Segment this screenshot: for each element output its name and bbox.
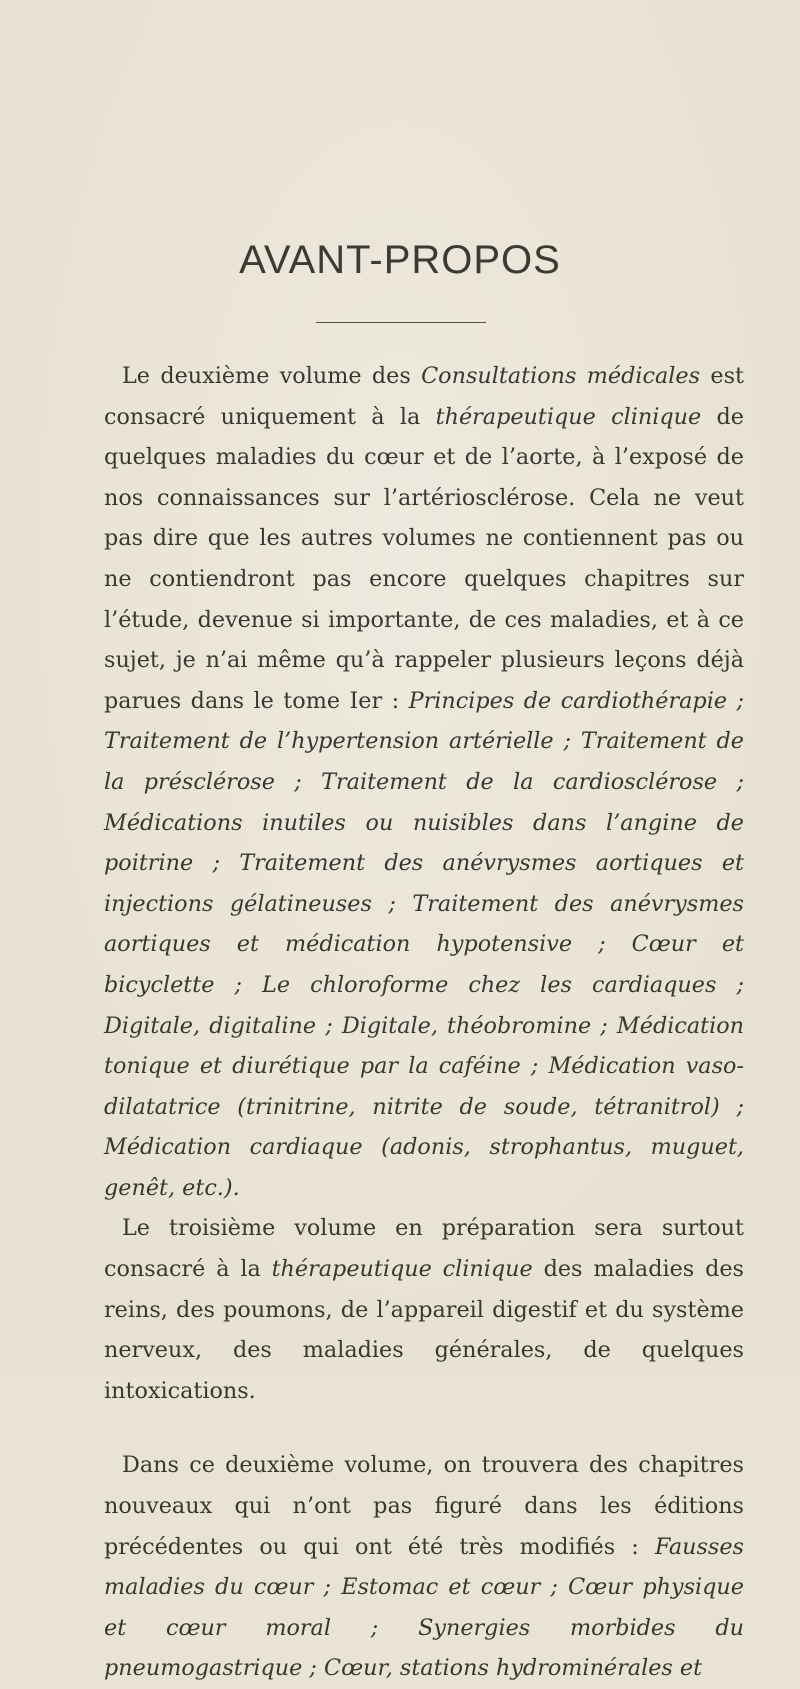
text-segment-italic: thérapeutique clinique xyxy=(271,1256,533,1283)
page-title: AVANT-PROPOS xyxy=(239,238,561,282)
paragraph-3 xyxy=(104,1445,744,1689)
title-divider xyxy=(316,322,486,323)
text-segment: Le troisième volume en préparation sera surtout consacré à la xyxy=(104,1215,744,1283)
text-segment: des maladies des reins, des poumons, de l’appareil digestif et du système nerveux, des maladies générales, de quelques intoxications. xyxy=(104,1256,744,1404)
text-segment-italic: thérapeutique clinique xyxy=(435,403,702,430)
text-segment-italic: Fausses maladies du cœur ; Estomac et cœur ; Cœur physique et cœur moral ; Synergies morbides du pneumogastrique ; Cœur, stations hydrominérales et xyxy=(104,1533,744,1682)
body-text xyxy=(104,356,744,1689)
text-segment: Le deuxième volume des xyxy=(122,363,422,389)
paragraph-2 xyxy=(104,1208,744,1411)
text-segment-italic: Consultations médicales xyxy=(421,363,701,389)
text-segment-italic: Principes de cardiothérapie ; Traitement de l’hypertension artérielle ; Traitement de la présclérose ; Traitement de la cardiosclérose ; Médications inutiles ou nuisibles dans l’angine de poitrine ; Traitement des anévrysmes aortiques et injections gélatineuses ; Traitement des anévrysmes aortiques et médication hypotensive ; Cœur et bicyclette ; Le chloroforme chez les cardiaques ; Digitale, digitaline ; Digitale, théobromine ; Médication tonique et diurétique par la caféine ; Médication vaso-dilatatrice (trinitrine, nitrite de soude, tétranitrol) ; Médication cardiaque (adonis, strophantus, muguet, genêt, etc.). xyxy=(104,687,744,1201)
text-segment: de quelques maladies du cœur et de l’aorte, à l’exposé de nos connaissances sur l’artériosclérose. Cela ne veut pas dire que les autres volumes ne contiennent pas ou ne contiendront pas encore quelques chapitres sur l’étude, devenue si importante, de ces maladies, et à ce sujet, je n’ai même qu’à rappeler plusieurs leçons déjà parues dans le tome Ier : xyxy=(104,403,744,714)
text-segment: Dans ce deuxième volume, on trouvera des chapitres nouveaux qui n’ont pas figuré dans les éditions précédentes ou qui ont été très modifiés : xyxy=(104,1452,744,1560)
text-segment: est consacré uniquement à la xyxy=(104,363,744,430)
paragraph-1 xyxy=(104,356,744,1208)
